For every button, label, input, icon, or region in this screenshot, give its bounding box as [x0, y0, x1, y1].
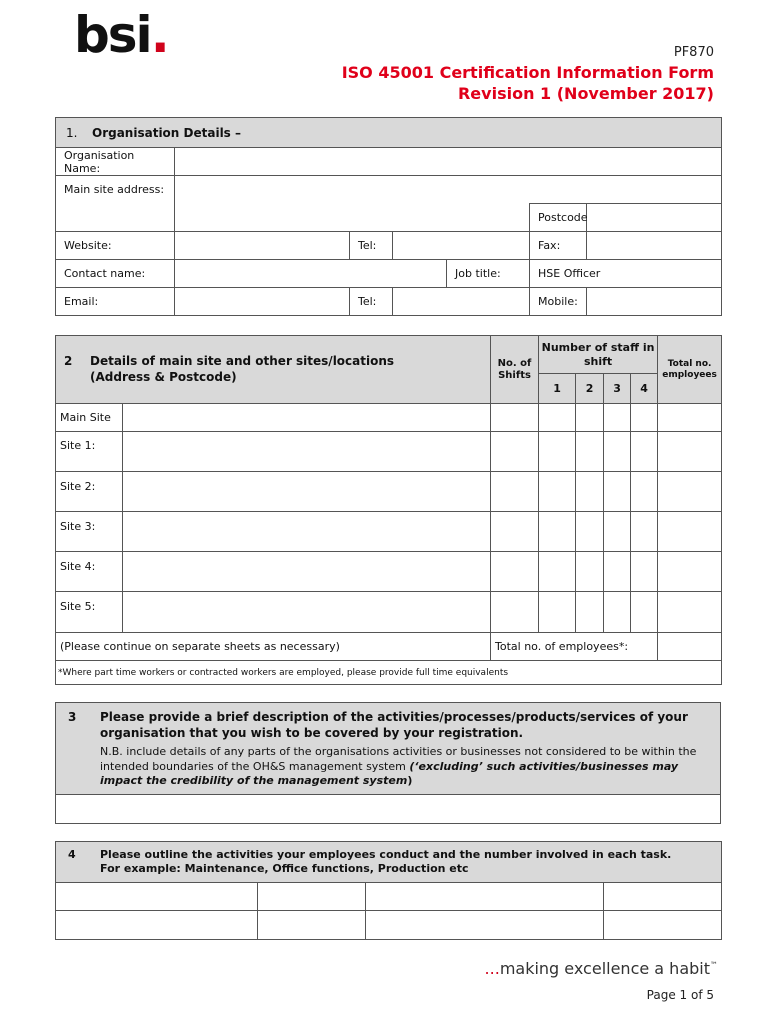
- postcode-label: Postcode: [530, 204, 587, 232]
- staff-field[interactable]: [631, 404, 658, 432]
- page-number: Page 1 of 5: [646, 988, 714, 1002]
- site-label: Site 1:: [56, 432, 123, 472]
- total-employees-header: Total no. employees: [658, 336, 722, 404]
- table-row: [56, 472, 722, 512]
- staff-field[interactable]: [604, 552, 631, 592]
- website-label: Website:: [56, 232, 175, 260]
- table-row: [56, 911, 722, 940]
- staff-field[interactable]: [576, 512, 604, 552]
- activities-description-field[interactable]: [56, 795, 721, 824]
- number-field[interactable]: [258, 911, 366, 940]
- staff-field[interactable]: [576, 432, 604, 472]
- total-field[interactable]: [658, 592, 722, 633]
- main-site-address-field-2[interactable]: [175, 204, 530, 232]
- site-address-field[interactable]: [123, 592, 491, 633]
- shifts-field[interactable]: [491, 512, 539, 552]
- staff-field[interactable]: [576, 472, 604, 512]
- total-field[interactable]: [658, 404, 722, 432]
- staff-field[interactable]: [539, 404, 576, 432]
- staff-field[interactable]: [631, 472, 658, 512]
- total-field[interactable]: [658, 552, 722, 592]
- staff-field[interactable]: [604, 404, 631, 432]
- site-label: Site 2:: [56, 472, 123, 512]
- contact-name-label: Contact name:: [56, 260, 175, 288]
- form-revision: Revision 1 (November 2017): [457, 84, 714, 103]
- shift-3-header: 3: [604, 374, 631, 404]
- total-field[interactable]: [658, 512, 722, 552]
- shifts-field[interactable]: [491, 404, 539, 432]
- staff-field[interactable]: [539, 472, 576, 512]
- table-row: [56, 404, 722, 432]
- shifts-column-header: No. of Shifts: [491, 336, 539, 404]
- activity-field[interactable]: [56, 911, 258, 940]
- main-site-address-field[interactable]: [175, 176, 722, 204]
- staff-field[interactable]: [604, 472, 631, 512]
- staff-field[interactable]: [631, 512, 658, 552]
- staff-field[interactable]: [604, 592, 631, 633]
- shift-2-header: 2: [576, 374, 604, 404]
- section4-header: 4 Please outline the activities your employees conduct and the number involved in each task. For example: Maintenance, Office functions, Production etc: [56, 842, 722, 883]
- organisation-details-table: [55, 117, 722, 316]
- number-field[interactable]: [258, 883, 366, 911]
- part-time-footnote: *Where part time workers or contracted workers are employed, please provide full time equivalents: [56, 661, 722, 685]
- tel2-label: Tel:: [350, 288, 393, 316]
- site-label: Site 4:: [56, 552, 123, 592]
- staff-field[interactable]: [631, 552, 658, 592]
- shifts-field[interactable]: [491, 592, 539, 633]
- site-label: Site 5:: [56, 592, 123, 633]
- table-row: [56, 883, 722, 911]
- main-site-label: Main site address:: [56, 176, 175, 232]
- tagline: ...making excellence a habit™: [484, 959, 718, 978]
- email-label: Email:: [56, 288, 175, 316]
- staff-field[interactable]: [539, 512, 576, 552]
- staff-per-shift-header: Number of staff in shift: [539, 336, 658, 374]
- number-field[interactable]: [604, 883, 722, 911]
- employee-activities-table: [55, 841, 722, 940]
- org-name-field[interactable]: [175, 148, 722, 176]
- org-name-label: Organisation Name:: [56, 148, 175, 176]
- activity-field[interactable]: [366, 911, 604, 940]
- fax-field[interactable]: [587, 232, 722, 260]
- tel-field[interactable]: [393, 232, 530, 260]
- total-field[interactable]: [658, 472, 722, 512]
- number-field[interactable]: [604, 911, 722, 940]
- total-employees-label: Total no. of employees*:: [491, 633, 658, 661]
- job-title-label: Job title:: [447, 260, 530, 288]
- staff-field[interactable]: [604, 432, 631, 472]
- staff-field[interactable]: [631, 432, 658, 472]
- activity-field[interactable]: [56, 883, 258, 911]
- continue-note: (Please continue on separate sheets as necessary): [56, 633, 491, 661]
- table-row: [56, 432, 722, 472]
- staff-field[interactable]: [604, 512, 631, 552]
- form-code: PF870: [673, 45, 714, 60]
- website-field[interactable]: [175, 232, 350, 260]
- email-field[interactable]: [175, 288, 350, 316]
- mobile-field[interactable]: [587, 288, 722, 316]
- activities-description-table: [55, 702, 721, 824]
- staff-field[interactable]: [631, 592, 658, 633]
- shifts-field[interactable]: [491, 552, 539, 592]
- mobile-label: Mobile:: [530, 288, 587, 316]
- site-address-field[interactable]: [123, 552, 491, 592]
- site-address-field[interactable]: [123, 512, 491, 552]
- staff-field[interactable]: [539, 592, 576, 633]
- fax-label: Fax:: [530, 232, 587, 260]
- postcode-field[interactable]: [587, 204, 722, 232]
- tel2-field[interactable]: [393, 288, 530, 316]
- shift-1-header: 1: [539, 374, 576, 404]
- staff-field[interactable]: [539, 432, 576, 472]
- tel-label: Tel:: [350, 232, 393, 260]
- section3-header: 3 Please provide a brief description of the activities/processes/products/services of your organisation that you wish to be covered by your registration. N.B. include details of any parts of the organisations activities or businesses not considered to be within the intended boundaries of the OH&S management system (‘excluding’ such activities/businesses may impact the credibility of the management system): [56, 703, 721, 795]
- table-row: [56, 552, 722, 592]
- total-employees-field[interactable]: [658, 633, 722, 661]
- shift-4-header: 4: [631, 374, 658, 404]
- section2-header: 2 Details of main site and other sites/locations (Address & Postcode): [56, 336, 491, 404]
- bsi-logo: bsi.: [74, 6, 168, 64]
- site-label: Main Site: [56, 404, 123, 432]
- staff-field[interactable]: [539, 552, 576, 592]
- table-row: [56, 592, 722, 633]
- contact-name-field[interactable]: [175, 260, 447, 288]
- staff-field[interactable]: [576, 592, 604, 633]
- site-address-field[interactable]: [123, 472, 491, 512]
- form-title: ISO 45001 Certification Information Form: [341, 63, 714, 82]
- staff-field[interactable]: [576, 404, 604, 432]
- staff-field[interactable]: [576, 552, 604, 592]
- activity-field[interactable]: [366, 883, 604, 911]
- table-row: [56, 512, 722, 552]
- shifts-field[interactable]: [491, 432, 539, 472]
- site-address-field[interactable]: [123, 404, 491, 432]
- shifts-field[interactable]: [491, 472, 539, 512]
- section1-header: 1. Organisation Details –: [56, 118, 722, 148]
- total-field[interactable]: [658, 432, 722, 472]
- sites-table: [55, 335, 722, 685]
- job-title-field[interactable]: HSE Officer: [530, 260, 722, 288]
- site-address-field[interactable]: [123, 432, 491, 472]
- site-label: Site 3:: [56, 512, 123, 552]
